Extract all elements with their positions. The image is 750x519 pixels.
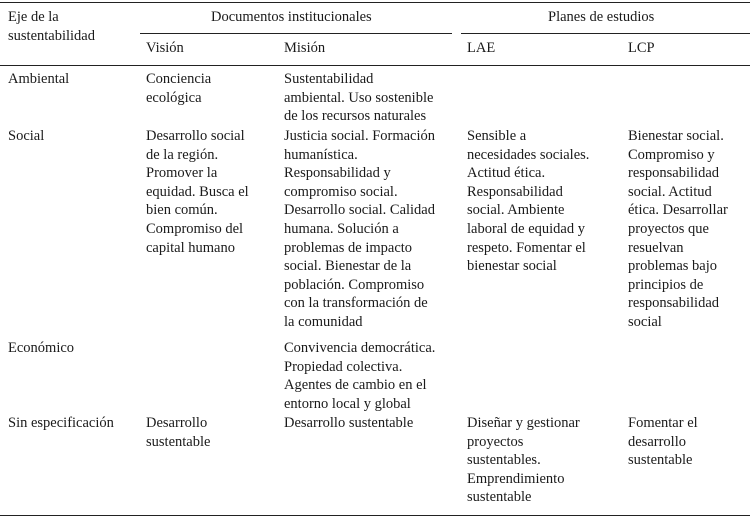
header-group-planes: Planes de estudios <box>548 9 655 25</box>
row-social-lcp: Bienestar social. Compromiso y responsabilidad social. Actitud ética. Desarrollar proyectos que resuelvan problemas bajo principios de responsabilidad social <box>628 128 728 330</box>
top-rule <box>0 2 750 3</box>
group-rule-planes <box>461 33 750 34</box>
row-economico-mision: Convivencia democrática. Propiedad colectiva. Agentes de cambio en el entorno local y global <box>284 340 436 412</box>
row-sin-especificacion-lcp: Fomentar el desarrollo sustentable <box>628 415 698 469</box>
group-rule-docs <box>140 33 452 34</box>
row-social-eje: Social <box>8 128 45 144</box>
row-ambiental-vision: Conciencia ecológica <box>146 71 212 106</box>
header-vision: Visión <box>146 40 184 56</box>
row-sin-especificacion-vision: Desarrollo sustentable <box>146 415 211 450</box>
header-mision: Misión <box>284 40 326 56</box>
header-lae: LAE <box>467 40 496 56</box>
header-group-documentos: Documentos institucionales <box>211 9 372 25</box>
row-economico-eje: Económico <box>8 340 75 356</box>
row-sin-especificacion-mision: Desarrollo sustentable <box>284 415 414 431</box>
row-social-lae: Sensible a necesidades sociales. Actitud ética. Responsabilidad social. Ambiente laboral de equidad y respeto. Fomentar el bienestar social <box>467 128 590 275</box>
row-sin-especificacion-lae: Diseñar y gestionar proyectos sustentables. Emprendimiento sustentable <box>467 415 580 506</box>
header-eje: Eje de la sustentabilidad <box>8 9 95 44</box>
row-social-mision: Justicia social. Formación humanística. Responsabilidad y compromiso social. Desarrollo social. Calidad humana. Solución a problemas de impacto social. Bienestar de la población. Compromiso con la transformación de la comunidad <box>284 128 436 330</box>
row-ambiental-mision: Sustentabilidad ambiental. Uso sostenible de los recursos naturales <box>284 71 434 125</box>
row-sin-especificacion-eje: Sin especificación <box>8 415 114 431</box>
row-social-vision: Desarrollo social de la región. Promover la equidad. Busca el bien común. Compromiso del capital humano <box>146 128 249 256</box>
row-ambiental-eje: Ambiental <box>8 71 70 87</box>
header-lcp: LCP <box>628 40 655 56</box>
bottom-rule <box>0 515 750 516</box>
header-bottom-rule <box>0 65 750 66</box>
